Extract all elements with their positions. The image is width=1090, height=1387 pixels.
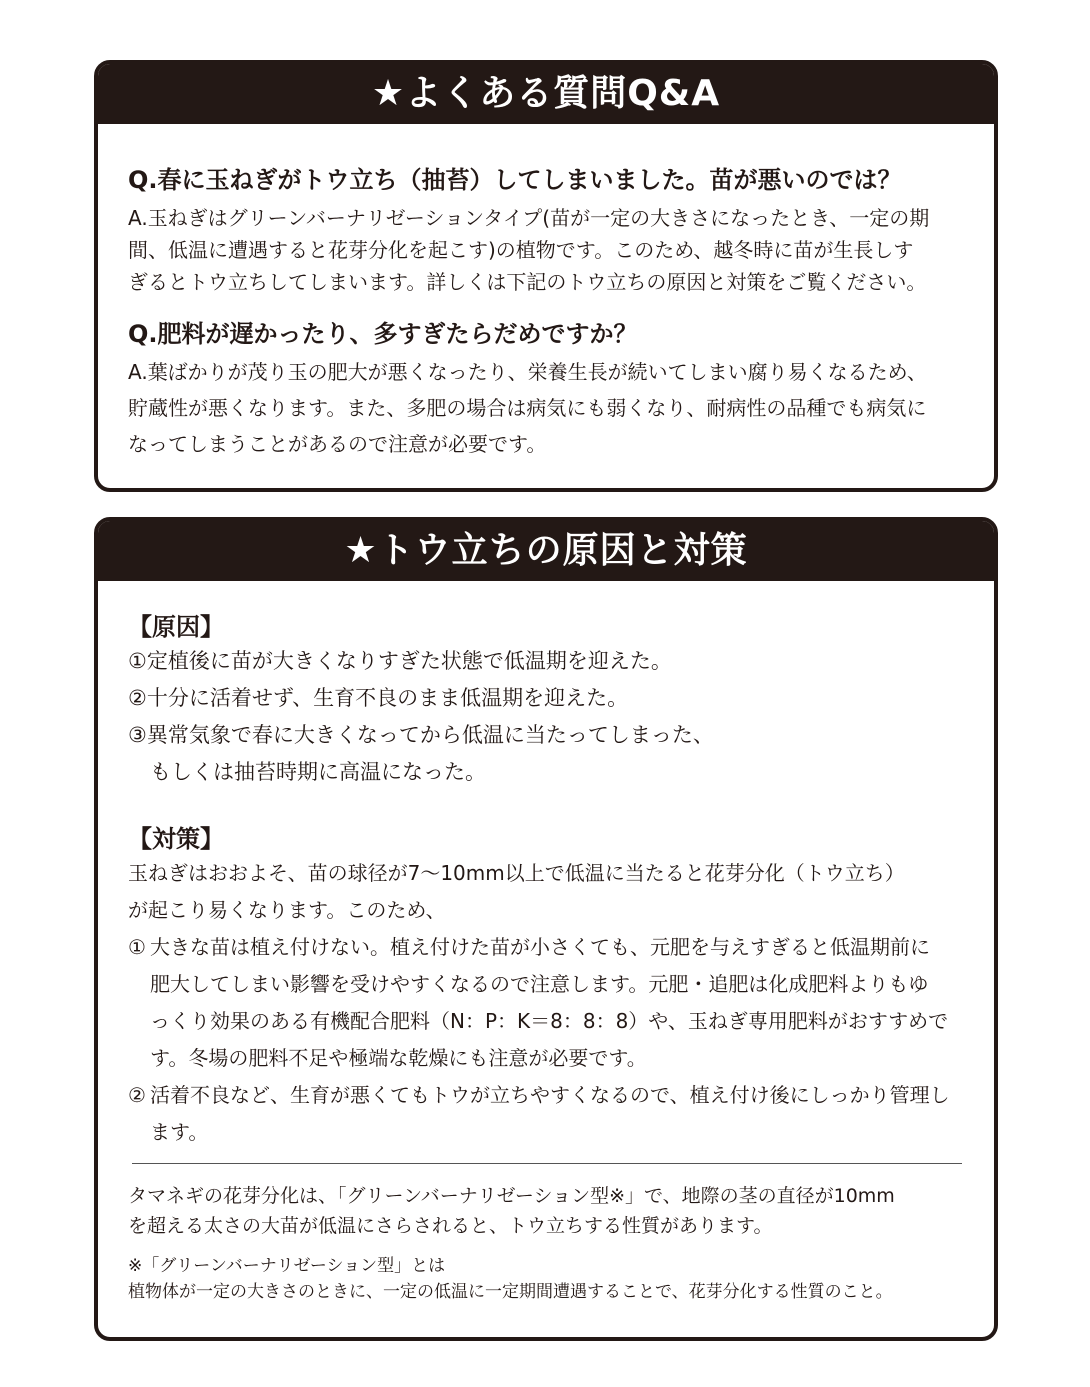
list-item: ①定植後に苗が大きくなりすぎた状態で低温期を迎えた。 [128, 649, 672, 673]
answer-2-line: なってしまうことがあるので注意が必要です。 [128, 432, 547, 456]
measure-marker: ① [128, 935, 146, 959]
measure-line: っくり効果のある有機配合肥料（N：P：K＝8：8：8）や、玉ねぎ専用肥料がおすすめで [150, 1009, 949, 1033]
cause-list [128, 643, 714, 791]
list-item: ②十分に活着せず、生育不良のまま低温期を迎えた。 [128, 686, 629, 710]
faq-section [94, 60, 998, 492]
answer-1-line: A.玉ねぎはグリーンバーナリゼーションタイプ(苗が一定の大きさになったとき、一定の期 [128, 206, 930, 230]
measure-line: ます。 [150, 1120, 209, 1144]
measure-heading: 【対策】 [128, 825, 224, 853]
measure-line: す。冬場の肥料不足や極端な乾燥にも注意が必要です。 [150, 1046, 647, 1070]
faq-title: ★よくある質問Q&A [98, 64, 994, 124]
list-item: もしくは抽苔時期に高温になった。 [150, 760, 486, 784]
answer-1-line: ぎるとトウ立ちしてしまいます。詳しくは下記のトウ立ちの原因と対策をご覧ください。 [128, 270, 927, 294]
answer-1-line: 間、低温に遭遇すると花芽分化を起こす)の植物です。このため、越冬時に苗が生長しす [128, 238, 914, 262]
bolting-section [94, 517, 998, 1341]
divider [132, 1163, 962, 1164]
answer-2 [128, 354, 927, 462]
list-item: ③異常気象で春に大きくなってから低温に当たってしまった、 [128, 723, 714, 747]
footnote-line: 植物体が一定の大きさのときに、一定の低温に一定期間遭遇することで、花芽分化する性質のこと。 [128, 1282, 893, 1302]
bolting-title: ★トウ立ちの原因と対策 [98, 521, 994, 581]
answer-1 [128, 202, 929, 298]
note-line: を超える太さの大苗が低温にさらされると、トウ立ちする性質があります。 [128, 1215, 773, 1237]
answer-2-line: 貯蔵性が悪くなります。また、多肥の場合は病気にも弱くなり、耐病性の品種でも病気に [128, 396, 927, 420]
measure-line: 大きな苗は植え付けない。植え付けた苗が小さくても、元肥を与えすぎると低温期前に [150, 935, 930, 959]
measure-item-2 [128, 1077, 950, 1151]
cause-heading: 【原因】 [128, 613, 224, 641]
note-line: タマネギの花芽分化は、「グリーンバーナリゼーション型※」で、地際の茎の直径が10mm [128, 1185, 895, 1207]
question-1: Q.春に玉ねぎがトウ立ち（抽苔）してしまいました。苗が悪いのでは？ [128, 166, 902, 194]
measure-intro [128, 855, 905, 929]
question-2: Q.肥料が遅かったり、多すぎたらだめですか？ [128, 320, 638, 348]
measure-intro-line: が起こり易くなります。このため、 [128, 898, 446, 922]
footnote-line: ※「グリーンバーナリゼーション型」とは [128, 1256, 446, 1276]
measure-marker: ② [128, 1083, 146, 1107]
answer-2-line: A.葉ばかりが茂り玉の肥大が悪くなったり、栄養生長が続いてしまい腐り易くなるため、 [128, 360, 927, 384]
footnote [128, 1253, 893, 1305]
measure-line: 活着不良など、生育が悪くてもトウが立ちやすくなるので、植え付け後にしっかり管理し [150, 1083, 950, 1107]
measure-item-1 [128, 929, 948, 1077]
measure-intro-line: 玉ねぎはおおよそ、苗の球径が7〜10mm以上で低温に当たると花芽分化（トウ立ち） [128, 861, 905, 885]
note [128, 1181, 895, 1241]
measure-line: 肥大してしまい影響を受けやすくなるので注意します。元肥・追肥は化成肥料よりもゆ [150, 972, 929, 996]
